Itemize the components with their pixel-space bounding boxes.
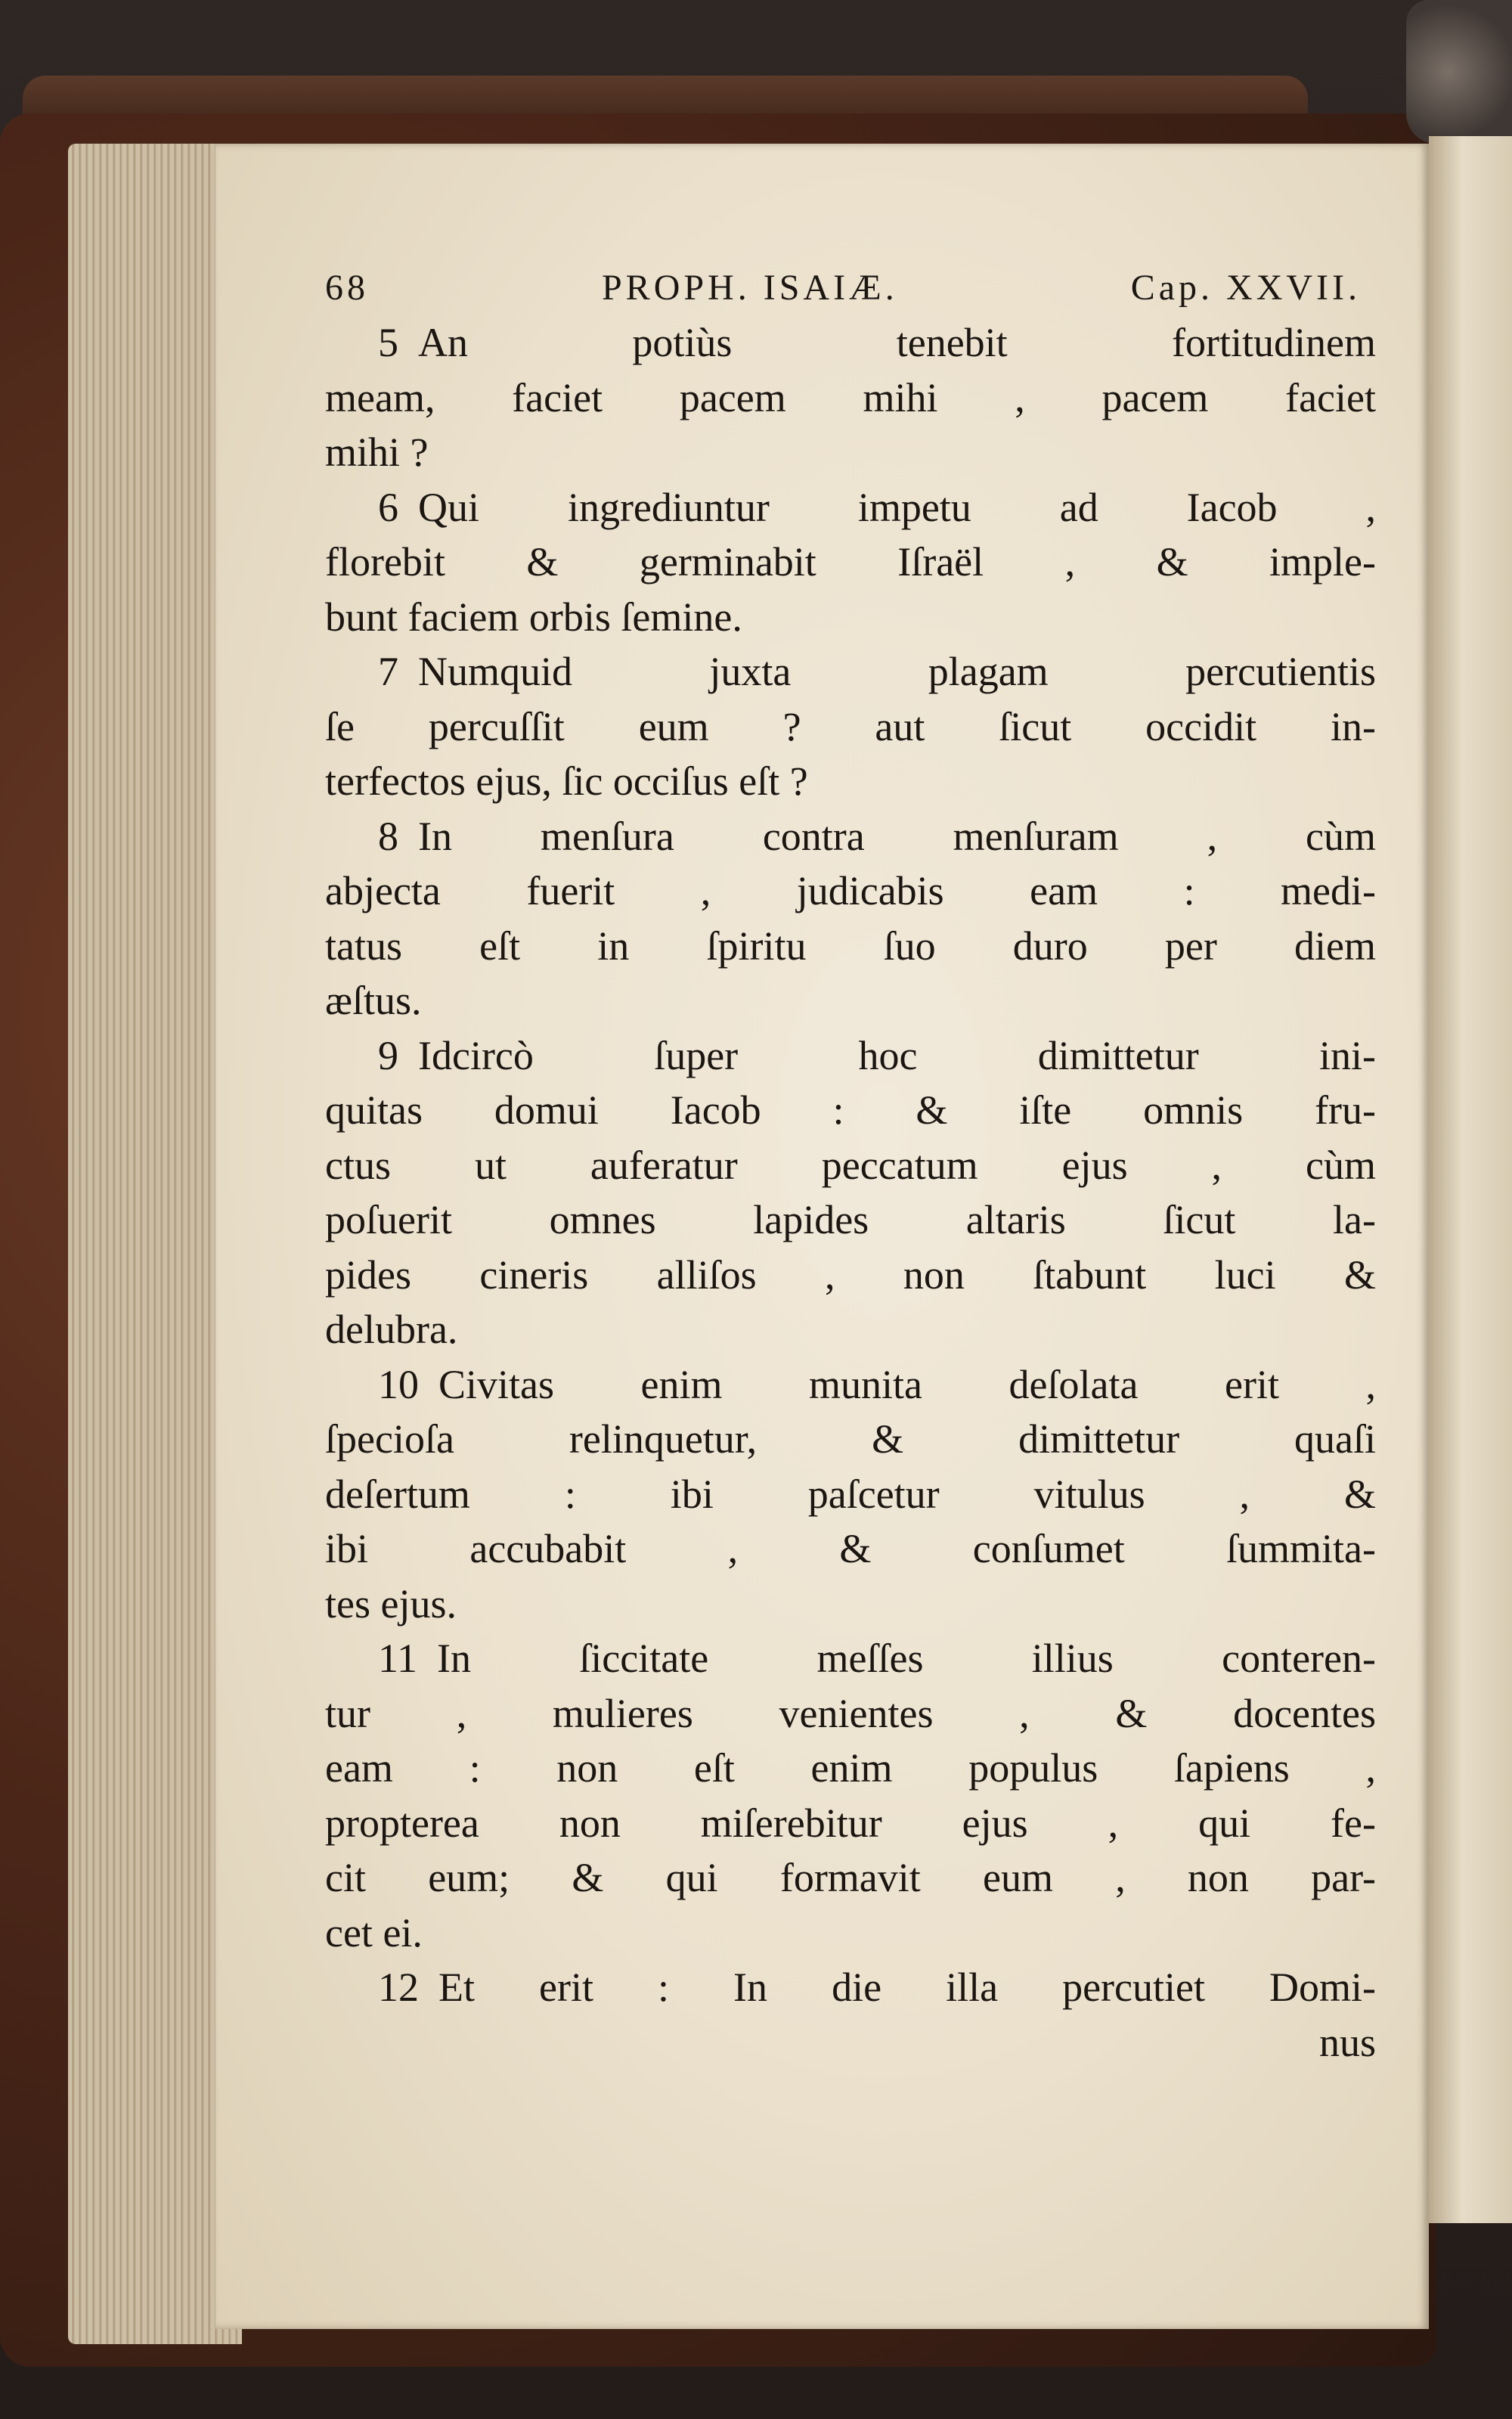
chapter-label: Cap. XXVII. [1130, 268, 1361, 308]
verse-number: 5 [378, 320, 398, 365]
verse-line [325, 425, 1376, 480]
verse-line [325, 1850, 1376, 1906]
verse-6 [325, 480, 1383, 645]
verse-text: terfectos ejus, ſic occiſus eſt ? [325, 758, 808, 804]
verse-line [325, 919, 1376, 974]
verse-line [325, 1302, 1376, 1357]
verse-first-line [325, 1960, 1376, 2015]
verse-number: 6 [378, 484, 398, 530]
verse-text: ſe percuſſit eum ? aut ſicut occidit in- [325, 703, 1376, 749]
verse-first-line [325, 1357, 1376, 1413]
verse-text: Idcircò ſuper hoc dimittetur ini- [418, 1032, 1376, 1078]
verse-text: bunt faciem orbis ſemine. [325, 594, 742, 640]
verse-first-line [325, 480, 1376, 535]
verse-text: cit eum; & qui formavit eum , non par- [325, 1855, 1376, 1900]
clasp [1406, 0, 1512, 144]
verse-text: mihi ? [325, 430, 429, 475]
verse-first-line [325, 809, 1376, 864]
verse-text: ctus ut auferatur peccatum ejus , cùm [325, 1142, 1376, 1188]
verse-text: Civitas enim munita deſolata erit , [438, 1361, 1376, 1407]
verse-line [325, 1796, 1376, 1851]
page-number: 68 [325, 268, 369, 308]
verse-line [325, 1083, 1376, 1138]
verse-12 [325, 1960, 1383, 2015]
verse-first-line [325, 1028, 1376, 1084]
verse-line [325, 590, 1376, 645]
verse-text: Qui ingrediuntur impetu ad Iacob , [418, 484, 1376, 530]
verse-text: cet ei. [325, 1909, 423, 1955]
verse-number: 10 [378, 1361, 419, 1407]
verse-line [325, 1138, 1376, 1193]
catchword: nus [1318, 2019, 1376, 2065]
verse-11 [325, 1631, 1383, 1960]
verse-text: meam, faciet pacem mihi , pacem faciet [325, 374, 1376, 420]
verse-text: In menſura contra menſuram , cùm [418, 813, 1376, 859]
running-title: PROPH. ISAIÆ. [601, 268, 898, 308]
verses [325, 315, 1383, 2015]
verse-5 [325, 315, 1383, 480]
verse-line [325, 754, 1376, 809]
verse-line [325, 1906, 1376, 1961]
verse-text: quitas domui Iacob : & iſte omnis fru- [325, 1087, 1376, 1133]
verse-text: delubra. [325, 1307, 458, 1352]
verse-text: deſertum : ibi paſcetur vitulus , & [325, 1471, 1376, 1517]
verse-text: ibi accubabit , & conſumet ſummita- [325, 1526, 1376, 1571]
facing-page-edge [1429, 136, 1512, 2223]
verse-first-line [325, 1631, 1376, 1686]
verse-8 [325, 809, 1383, 1028]
verse-text: An potiùs tenebit fortitudinem [418, 320, 1376, 365]
verse-line [325, 1412, 1376, 1467]
verse-text: Et erit : In die illa percutiet Domi- [438, 1965, 1376, 2010]
verse-line [325, 1521, 1376, 1577]
verse-number: 8 [378, 813, 398, 859]
verse-text: florebit & germinabit Iſraël , & imple- [325, 539, 1376, 585]
verse-first-line [325, 644, 1376, 699]
verse-line [325, 1741, 1376, 1796]
verse-number: 12 [378, 1965, 419, 2010]
verse-text: pides cineris alliſos , non ſtabunt luci & [325, 1251, 1376, 1298]
verse-7 [325, 644, 1383, 809]
verse-number: 11 [378, 1636, 417, 1681]
verse-9 [325, 1028, 1383, 1357]
verse-line [325, 973, 1376, 1028]
text-block [325, 261, 1383, 2070]
verse-line [325, 1248, 1376, 1303]
verse-text: poſuerit omnes lapides altaris ſicut la- [325, 1197, 1376, 1242]
verse-text: æſtus. [325, 978, 422, 1023]
verse-text: ſpecioſa relinquetur, & dimittetur quaſi [325, 1416, 1376, 1462]
verse-text: eam : non eſt enim populus ſapiens , [325, 1745, 1376, 1791]
verse-text: propterea non miſerebitur ejus , qui fe- [325, 1800, 1376, 1846]
running-head [325, 261, 1361, 315]
verse-number: 7 [378, 649, 398, 694]
verse-text: tatus eſt in ſpiritu ſuo duro per diem [325, 923, 1376, 969]
verse-line [325, 535, 1376, 590]
verse-first-line [325, 315, 1376, 371]
verse-number: 9 [378, 1032, 398, 1078]
verse-line [325, 864, 1376, 919]
verse-text: tur , mulieres venientes , & docentes [325, 1690, 1376, 1736]
verse-line [325, 371, 1376, 426]
verse-line [325, 699, 1376, 755]
verse-text: abjecta fuerit , judicabis eam : medi- [325, 868, 1376, 913]
verse-10 [325, 1357, 1383, 1632]
verse-line [325, 1577, 1376, 1632]
verse-line [325, 1467, 1376, 1522]
verse-text: In ſiccitate meſſes illius conteren- [437, 1636, 1376, 1681]
verse-line [325, 1686, 1376, 1741]
verse-line [325, 1192, 1376, 1248]
verse-text: Numquid juxta plagam percutientis [418, 649, 1376, 694]
verse-text: tes ejus. [325, 1580, 457, 1627]
